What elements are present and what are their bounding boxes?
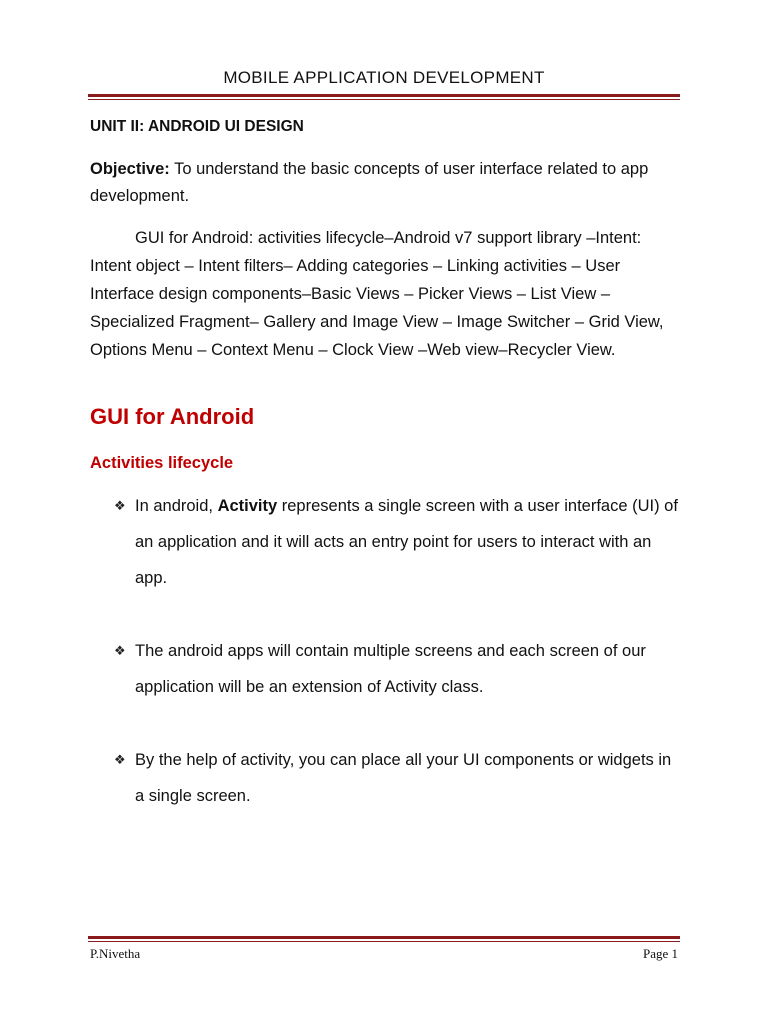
page-header-title: MOBILE APPLICATION DEVELOPMENT <box>223 68 545 87</box>
footer-author: P.Nivetha <box>90 946 141 961</box>
bullet-text: In android, <box>135 497 218 515</box>
header-divider <box>88 94 680 100</box>
footer-divider <box>88 936 680 942</box>
syllabus-text: GUI for Android: activities lifecycle–Android v7 support library –Intent: Intent object – Intent filters– Adding categories – Linking activities – User Interface design components–Basic Views – Picker Views – List View – Specialized Fragment– Gallery and Image View – Image Switcher – Grid View, Options Menu – Context Menu – Clock View –Web view–Recycler View. <box>90 229 664 359</box>
bullet-bold-term: Activity <box>217 497 278 515</box>
unit-heading: UNIT II: ANDROID UI DESIGN <box>90 118 304 135</box>
objective-label: Objective: <box>90 160 170 178</box>
objective-paragraph <box>90 156 680 210</box>
bullet-item <box>114 742 684 814</box>
diamond-bullet-icon: ❖ <box>114 643 126 658</box>
footer-page-number: Page 1 <box>642 946 678 961</box>
diamond-bullet-icon: ❖ <box>114 752 126 767</box>
syllabus-paragraph <box>90 224 670 364</box>
bullet-item <box>114 633 684 705</box>
diamond-bullet-icon: ❖ <box>114 498 126 513</box>
bullet-text: The android apps will contain multiple screens and each screen of our application will be an extension of Activity class. <box>135 642 646 696</box>
bullet-text: By the help of activity, you can place all your UI components or widgets in a single screen. <box>135 751 672 805</box>
subsection-title: Activities lifecycle <box>90 454 234 472</box>
objective-text: To understand the basic concepts of user interface related to app development. <box>90 160 649 205</box>
bullet-item <box>114 488 684 596</box>
bullet-text-continued: represents a single screen with a user interface (UI) of an application and it will acts an entry point for users to interact with an app. <box>135 497 678 587</box>
section-title: GUI for Android <box>90 404 255 429</box>
